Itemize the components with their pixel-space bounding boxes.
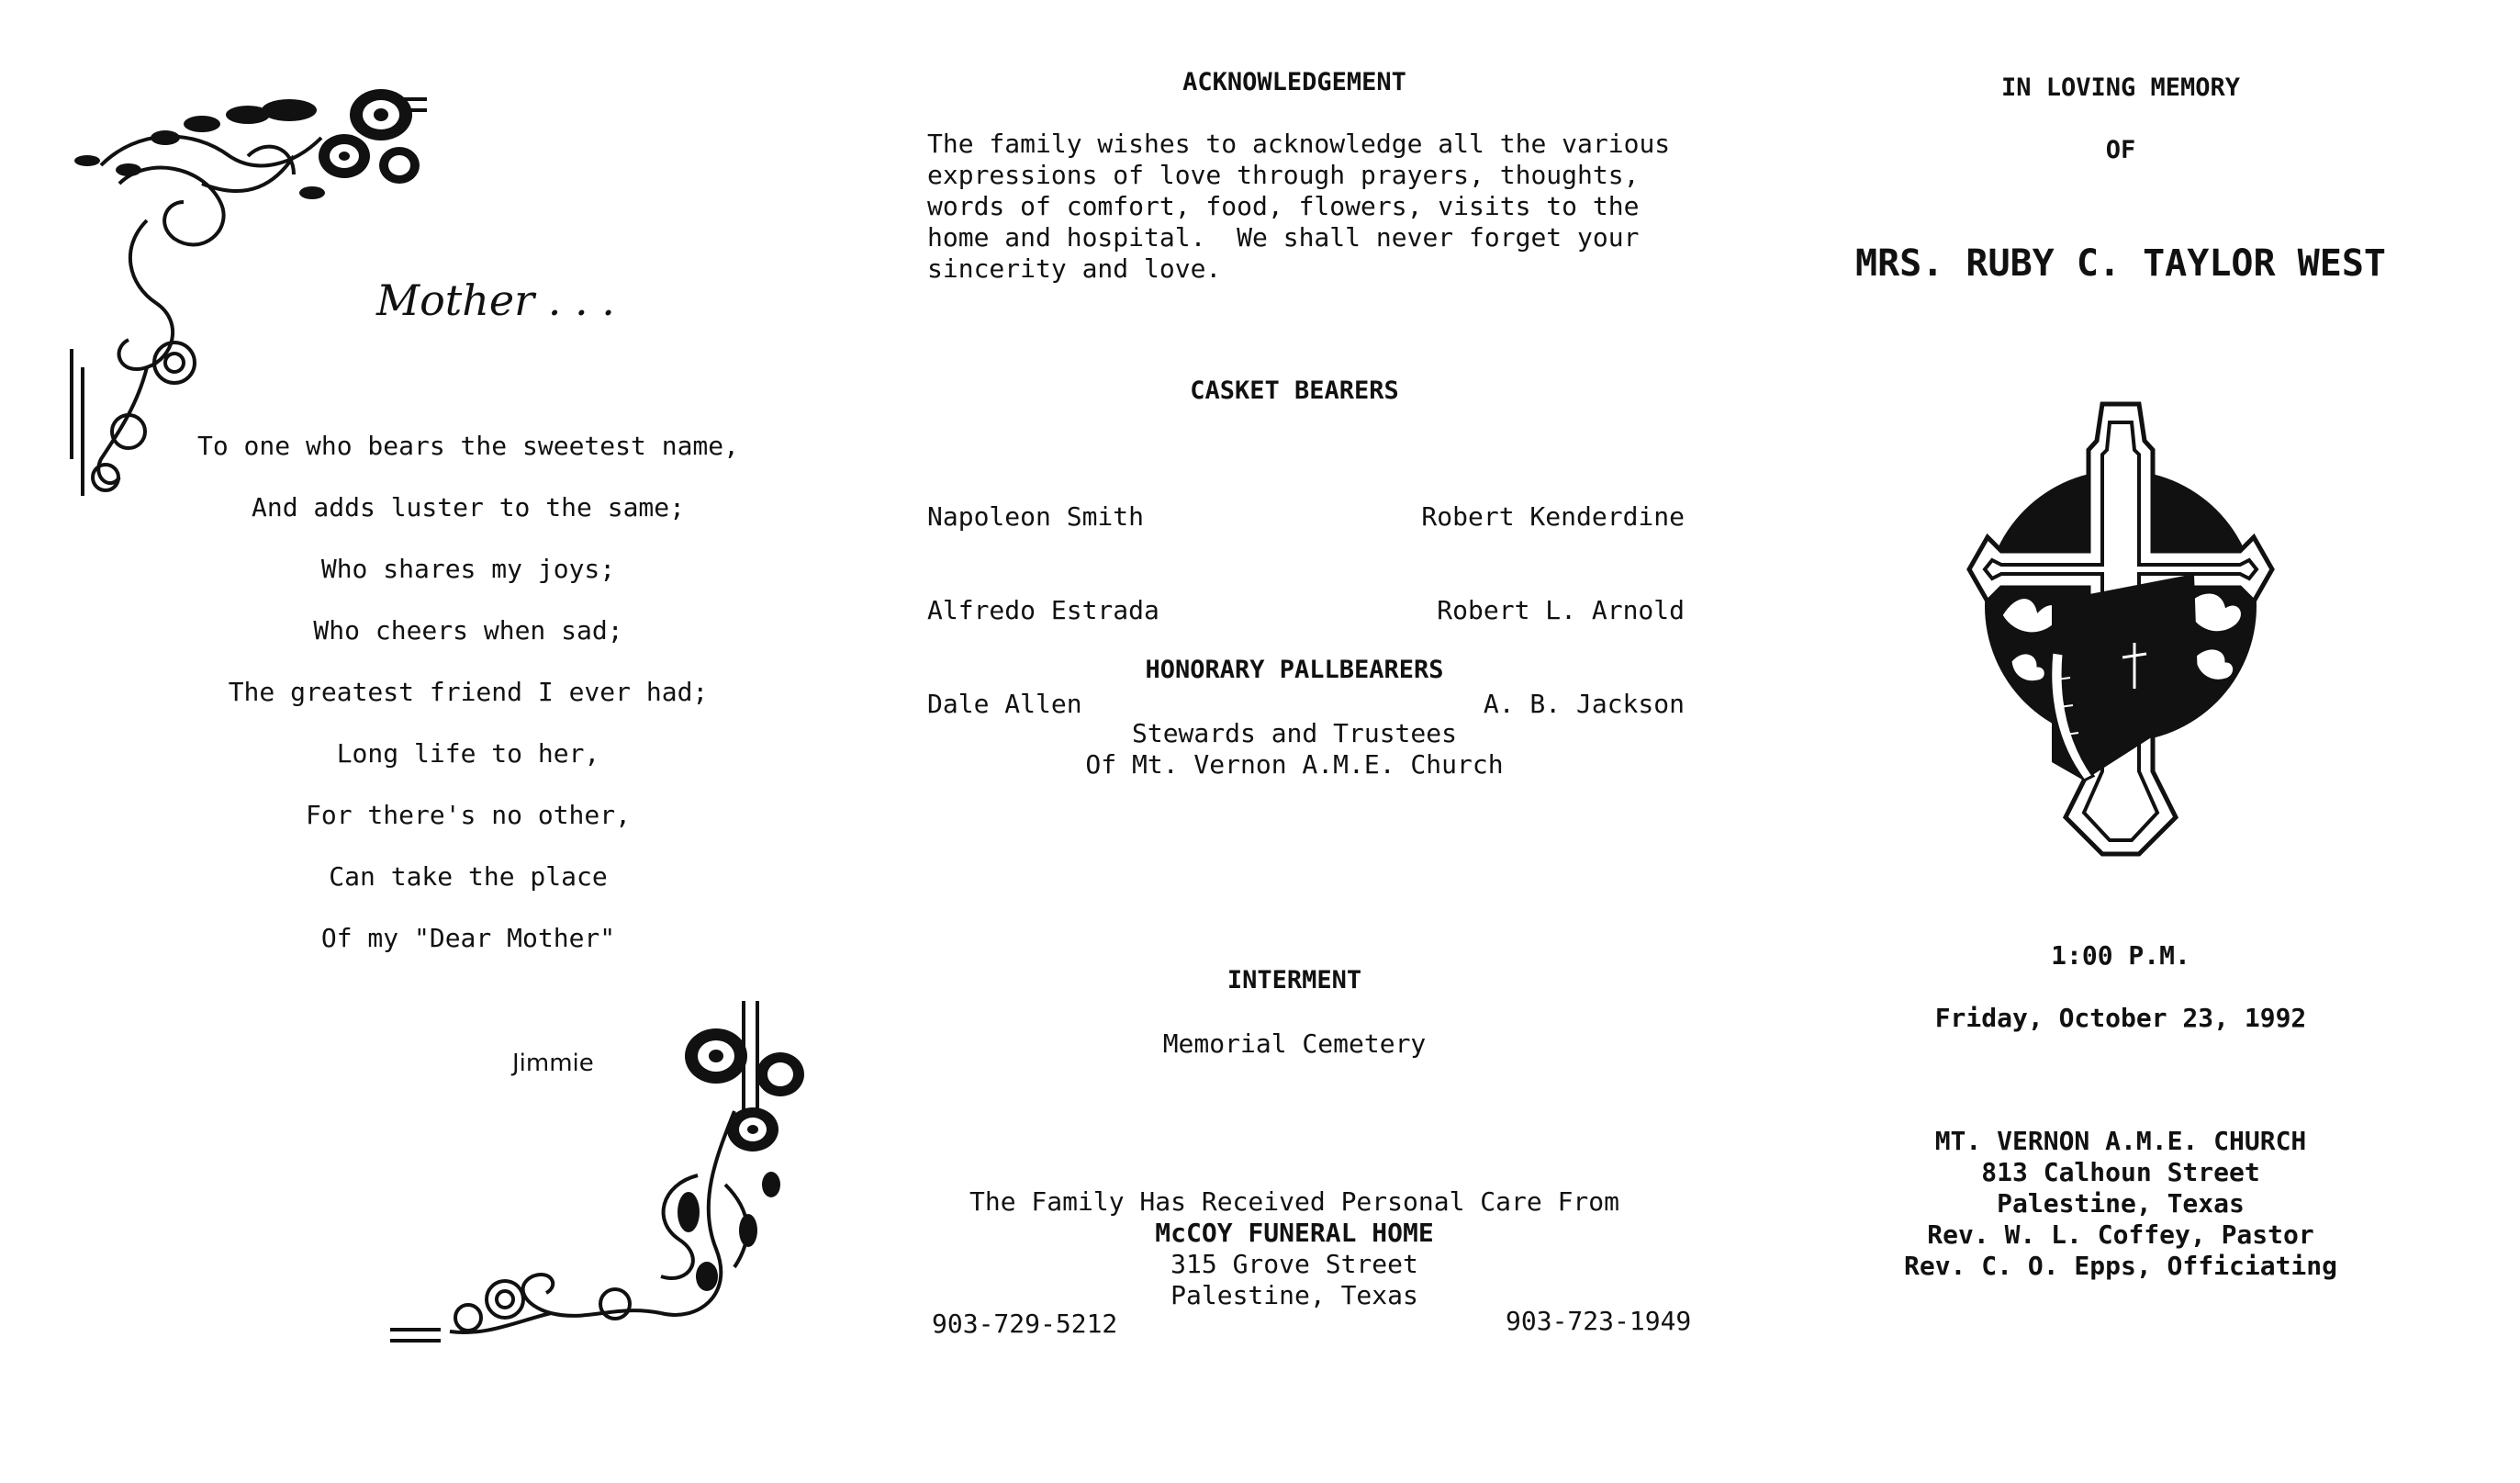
casket-bearers-heading: CASKET BEARERS bbox=[1190, 376, 1399, 405]
interment-heading: INTERMENT bbox=[1226, 966, 1362, 994]
memorial-heading-of: OF bbox=[2105, 136, 2136, 164]
honorary-line: Stewards and Trustees bbox=[1131, 718, 1457, 748]
bearer-name: Napoleon Smith bbox=[927, 501, 1145, 532]
cross-bible-lilies-icon bbox=[1965, 386, 2277, 882]
poem-line: Who shares my joys; bbox=[320, 554, 616, 584]
honorary-pallbearers-text bbox=[835, 718, 1753, 781]
funeral-home-city: Palestine, Texas bbox=[1170, 1280, 1418, 1310]
poem bbox=[156, 428, 780, 982]
poem-line: The greatest friend I ever had; bbox=[228, 677, 709, 707]
funeral-home-block bbox=[835, 1186, 1753, 1311]
honorary-pallbearers-heading: HONORARY PALLBEARERS bbox=[1145, 656, 1444, 684]
church-city: Palestine, Texas bbox=[1997, 1188, 2245, 1219]
service-time: 1:00 P.M. bbox=[2051, 940, 2190, 971]
poem-line: Of my "Dear Mother" bbox=[320, 923, 616, 953]
honorary-line: Of Mt. Vernon A.M.E. Church bbox=[1085, 749, 1504, 780]
funeral-home-street: 315 Grove Street bbox=[1170, 1249, 1418, 1279]
acknowledgement-text: The family wishes to acknowledge all the various expressions of love through prayers, thoughts, words of comfort, food, flowers, visits to the home and hospital. We shall never forget your sincerity and love. bbox=[927, 129, 1671, 284]
church-info bbox=[1799, 1126, 2442, 1282]
poem-line: For there's no other, bbox=[305, 800, 631, 830]
deceased-name: MRS. RUBY C. TAYLOR WEST bbox=[1855, 242, 2386, 285]
casket-bearers-left-list bbox=[927, 439, 1159, 751]
church-officiating: Rev. C. O. Epps, Officiating bbox=[1903, 1251, 2337, 1281]
bearer-name: Alfredo Estrada bbox=[927, 595, 1159, 625]
poem-line: Long life to her, bbox=[336, 738, 600, 769]
poem-line: Can take the place bbox=[329, 861, 608, 892]
bearer-name: Robert Kenderdine bbox=[1421, 501, 1685, 532]
acknowledgement-heading: ACKNOWLEDGEMENT bbox=[1182, 68, 1406, 96]
bearer-name: A. B. Jackson bbox=[1483, 689, 1685, 719]
casket-bearers-right-list bbox=[1350, 439, 1685, 751]
interment-place: Memorial Cemetery bbox=[1162, 1028, 1427, 1059]
service-date: Friday, October 23, 1992 bbox=[1934, 1003, 2307, 1033]
church-street: 813 Calhoun Street bbox=[1981, 1157, 2260, 1187]
poem-signature: Jimmie bbox=[512, 1050, 594, 1077]
memorial-heading: IN LOVING MEMORY bbox=[2000, 73, 2241, 102]
funeral-home-name: McCOY FUNERAL HOME bbox=[1155, 1218, 1434, 1248]
church-name: MT. VERNON A.M.E. CHURCH bbox=[1934, 1126, 2307, 1156]
funeral-home-intro: The Family Has Received Personal Care From bbox=[969, 1186, 1619, 1217]
funeral-home-phone-left: 903-729-5212 bbox=[932, 1309, 1118, 1339]
bearer-name: Robert L. Arnold bbox=[1437, 595, 1685, 625]
floral-corner-bottom-right-icon bbox=[386, 1001, 808, 1350]
church-pastor: Rev. W. L. Coffey, Pastor bbox=[1927, 1219, 2314, 1250]
poem-line: To one who bears the sweetest name, bbox=[196, 431, 739, 461]
poem-title: Mother . . . bbox=[376, 275, 615, 325]
bearer-name: Dale Allen bbox=[927, 689, 1082, 719]
poem-line: And adds luster to the same; bbox=[251, 492, 685, 522]
poem-line: Who cheers when sad; bbox=[313, 615, 623, 646]
funeral-home-phone-right: 903-723-1949 bbox=[1506, 1306, 1692, 1336]
